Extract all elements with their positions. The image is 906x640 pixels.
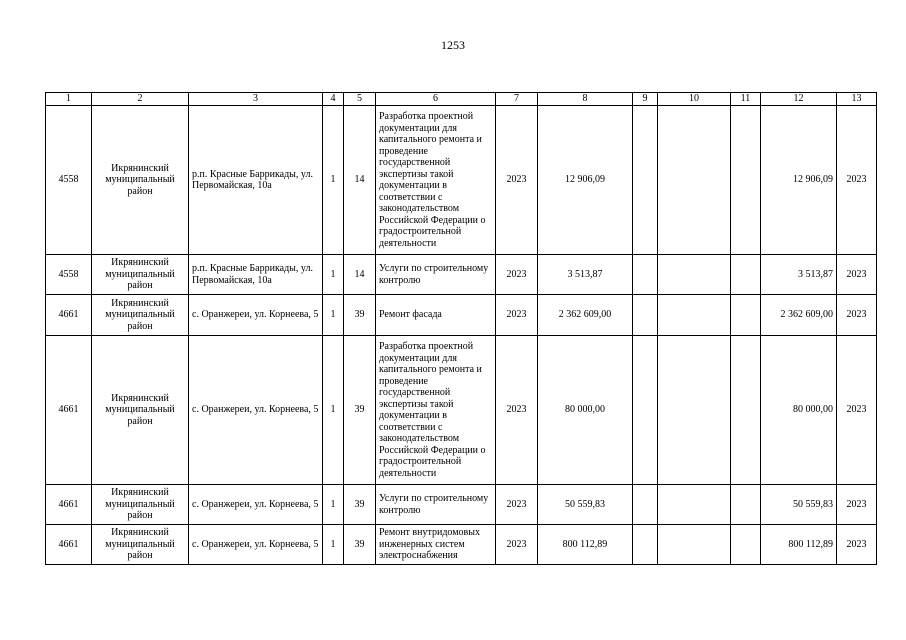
- cell-registry-number: 4558: [46, 106, 92, 255]
- column-number: 2: [92, 93, 189, 106]
- cell-address: р.п. Красные Баррикады, ул. Первомайская, 10а: [189, 255, 323, 295]
- cell-col4: 1: [323, 485, 344, 525]
- cell-work-type: Услуги по строительному контролю: [376, 485, 496, 525]
- cell-col11: [731, 525, 761, 565]
- cell-col5: 39: [344, 295, 376, 336]
- cell-fund-cost: 50 559,83: [761, 485, 837, 525]
- cell-completion-year: 2023: [837, 106, 877, 255]
- cell-col4: 1: [323, 106, 344, 255]
- table-row: [46, 255, 877, 295]
- column-number: 9: [633, 93, 658, 106]
- cell-col10: [658, 255, 731, 295]
- cell-work-type: Разработка проектной документации для капитального ремонта и проведение государственной экспертизы такой документации в соответствии с законодательством Российской Федерации о градостроительной деятельности: [376, 336, 496, 485]
- cell-total-cost: 80 000,00: [538, 336, 633, 485]
- cell-registry-number: 4558: [46, 255, 92, 295]
- column-number: 6: [376, 93, 496, 106]
- cell-col10: [658, 525, 731, 565]
- cell-col11: [731, 255, 761, 295]
- cell-col9: [633, 106, 658, 255]
- table-row: [46, 106, 877, 255]
- column-number: 1: [46, 93, 92, 106]
- cell-year: 2023: [496, 255, 538, 295]
- cell-work-type: Ремонт внутридомовых инженерных систем электроснабжения: [376, 525, 496, 565]
- cell-col4: 1: [323, 295, 344, 336]
- cell-col11: [731, 336, 761, 485]
- cell-total-cost: 50 559,83: [538, 485, 633, 525]
- cell-fund-cost: 2 362 609,00: [761, 295, 837, 336]
- column-number: 8: [538, 93, 633, 106]
- cell-col11: [731, 485, 761, 525]
- cell-fund-cost: 80 000,00: [761, 336, 837, 485]
- page-number: 1253: [441, 38, 465, 52]
- cell-work-type: Ремонт фасада: [376, 295, 496, 336]
- cell-col4: 1: [323, 336, 344, 485]
- cell-fund-cost: 800 112,89: [761, 525, 837, 565]
- column-number: 10: [658, 93, 731, 106]
- cell-district: Икрянинский муниципальный район: [92, 525, 189, 565]
- cell-col5: 39: [344, 336, 376, 485]
- column-number: 4: [323, 93, 344, 106]
- cell-registry-number: 4661: [46, 336, 92, 485]
- cell-total-cost: 3 513,87: [538, 255, 633, 295]
- cell-fund-cost: 3 513,87: [761, 255, 837, 295]
- cell-registry-number: 4661: [46, 525, 92, 565]
- cell-col9: [633, 525, 658, 565]
- column-number-row: [46, 93, 877, 106]
- cell-address: с. Оранжереи, ул. Корнеева, 5: [189, 295, 323, 336]
- cell-address: р.п. Красные Баррикады, ул. Первомайская, 10а: [189, 106, 323, 255]
- cell-col9: [633, 255, 658, 295]
- cell-district: Икрянинский муниципальный район: [92, 106, 189, 255]
- cell-col10: [658, 295, 731, 336]
- cell-col5: 39: [344, 525, 376, 565]
- cell-col11: [731, 106, 761, 255]
- cell-district: Икрянинский муниципальный район: [92, 255, 189, 295]
- cell-col9: [633, 295, 658, 336]
- cell-col5: 39: [344, 485, 376, 525]
- cell-year: 2023: [496, 106, 538, 255]
- register-table: [45, 92, 877, 565]
- cell-col10: [658, 106, 731, 255]
- cell-registry-number: 4661: [46, 485, 92, 525]
- cell-work-type: Услуги по строительному контролю: [376, 255, 496, 295]
- table-row: [46, 295, 877, 336]
- cell-year: 2023: [496, 295, 538, 336]
- cell-col10: [658, 336, 731, 485]
- column-number: 13: [837, 93, 877, 106]
- cell-address: с. Оранжереи, ул. Корнеева, 5: [189, 485, 323, 525]
- cell-col4: 1: [323, 525, 344, 565]
- cell-year: 2023: [496, 485, 538, 525]
- cell-col9: [633, 485, 658, 525]
- cell-district: Икрянинский муниципальный район: [92, 336, 189, 485]
- column-number: 5: [344, 93, 376, 106]
- cell-completion-year: 2023: [837, 295, 877, 336]
- table-row: [46, 525, 877, 565]
- cell-completion-year: 2023: [837, 485, 877, 525]
- cell-total-cost: 2 362 609,00: [538, 295, 633, 336]
- cell-work-type: Разработка проектной документации для капитального ремонта и проведение государственной экспертизы такой документации в соответствии с законодательством Российской Федерации о градостроительной деятельности: [376, 106, 496, 255]
- column-number: 12: [761, 93, 837, 106]
- cell-completion-year: 2023: [837, 525, 877, 565]
- cell-completion-year: 2023: [837, 336, 877, 485]
- cell-col5: 14: [344, 255, 376, 295]
- cell-total-cost: 12 906,09: [538, 106, 633, 255]
- column-number: 3: [189, 93, 323, 106]
- cell-address: с. Оранжереи, ул. Корнеева, 5: [189, 525, 323, 565]
- cell-col11: [731, 295, 761, 336]
- column-number: 11: [731, 93, 761, 106]
- cell-district: Икрянинский муниципальный район: [92, 485, 189, 525]
- cell-col10: [658, 485, 731, 525]
- cell-col4: 1: [323, 255, 344, 295]
- cell-registry-number: 4661: [46, 295, 92, 336]
- cell-year: 2023: [496, 525, 538, 565]
- cell-total-cost: 800 112,89: [538, 525, 633, 565]
- cell-address: с. Оранжереи, ул. Корнеева, 5: [189, 336, 323, 485]
- cell-fund-cost: 12 906,09: [761, 106, 837, 255]
- cell-district: Икрянинский муниципальный район: [92, 295, 189, 336]
- cell-col5: 14: [344, 106, 376, 255]
- table-row: [46, 485, 877, 525]
- cell-year: 2023: [496, 336, 538, 485]
- column-number: 7: [496, 93, 538, 106]
- cell-completion-year: 2023: [837, 255, 877, 295]
- cell-col9: [633, 336, 658, 485]
- table-row: [46, 336, 877, 485]
